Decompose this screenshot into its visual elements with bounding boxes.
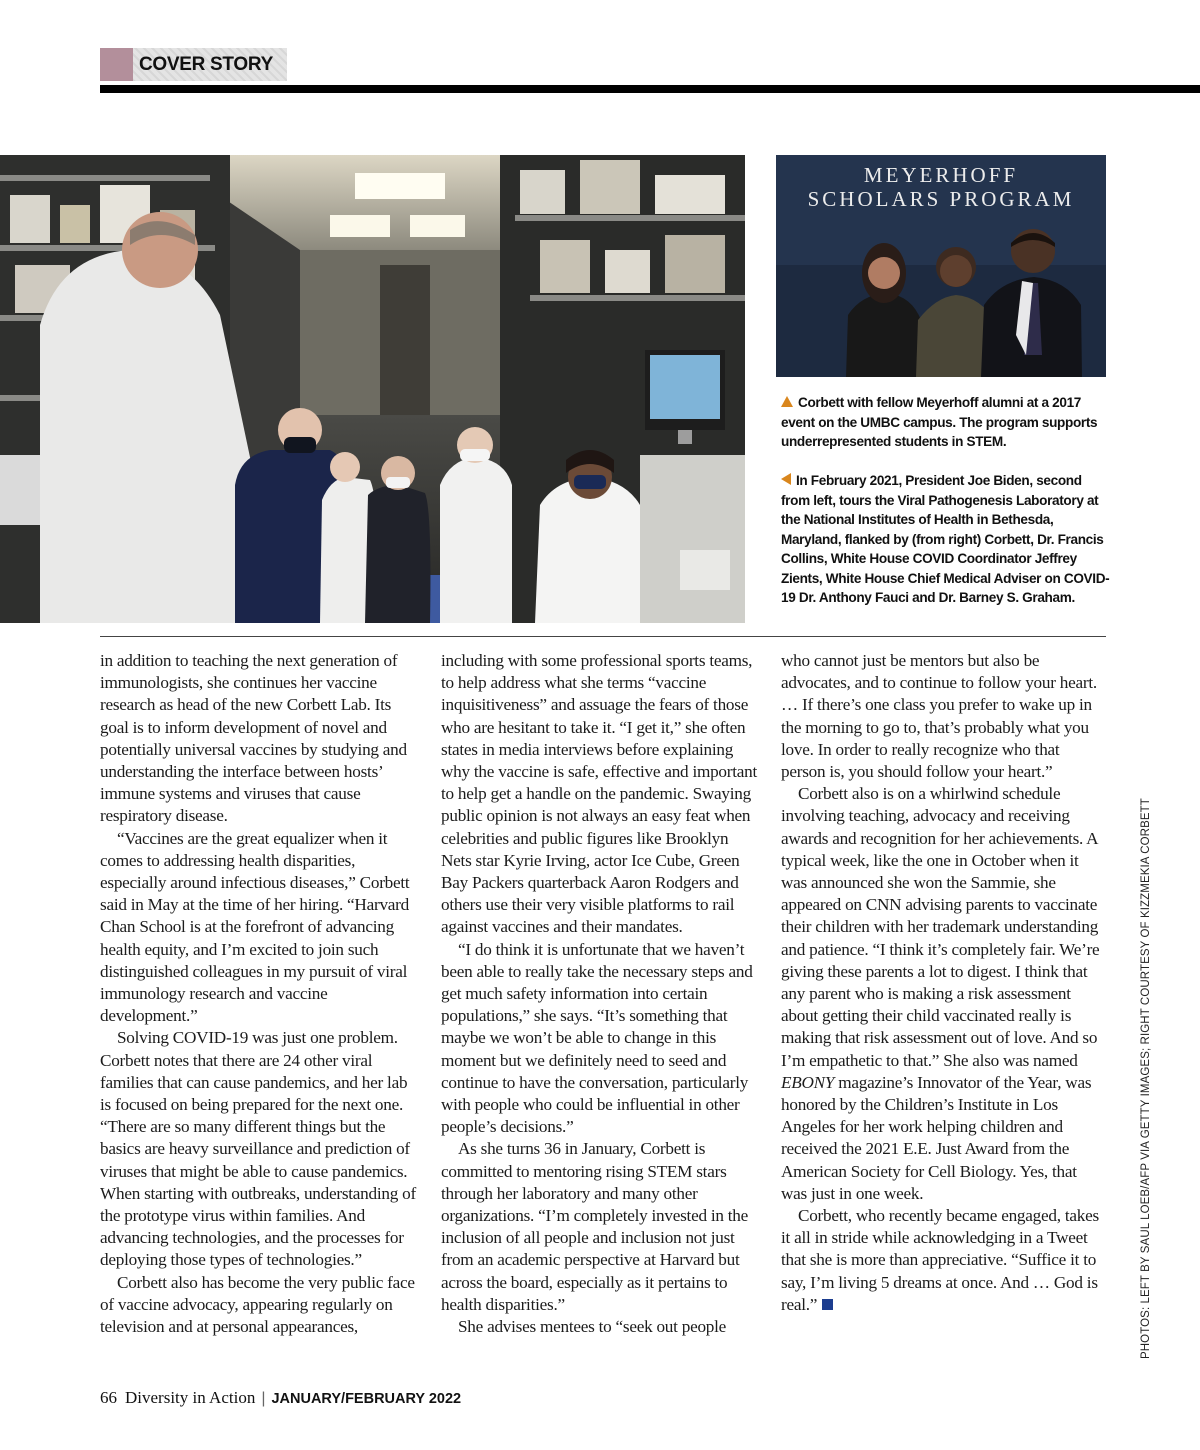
end-mark-icon [822, 1299, 833, 1310]
paragraph [781, 1205, 1106, 1316]
paragraph: who cannot just be mentors but also be advocates, and to continue to follow your heart. … If there’s one class you prefer to wake up in the morning to go to, that’s probably what you love. In order to really recognize who that person is, you should follow your heart.” [781, 651, 1097, 782]
section-label: COVER STORY [133, 48, 287, 81]
paragraph: Solving COVID-19 was just one problem. Corbett notes that there are 24 other viral families that can cause pandemics, and her lab is focused on being prepared for the next one. “There are so many different things but the basics are heavy surveillance and prediction of viruses that might be able to cause pandemics. When starting with outbreaks, understanding of the prototype virus within families. And advancing technologies, and the processes for deploying those types of technologies.” [100, 1028, 416, 1270]
photo-credit: PHOTOS: LEFT BY SAUL LOEB/AFP VIA GETTY IMAGES; RIGHT COURTESY OF KIZZMEKIA CORBETT [1140, 798, 1152, 1359]
lab-photo-illustration [0, 155, 745, 623]
up-arrow-icon [781, 396, 793, 407]
caption-meyerhoff [781, 393, 1111, 452]
paragraph-text: Corbett, who recently became engaged, takes it all in stride while acknowledging in a Tweet that she is more than appreciative. “Suffice it to say, I’m living 5 dreams at once. And … God is real.” [781, 1206, 1099, 1314]
meyerhoff-photo [776, 155, 1106, 377]
meyerhoff-sign-line-2: SCHOLARS PROGRAM [807, 187, 1075, 211]
paragraph: As she turns 36 in January, Corbett is committed to mentoring rising STEM stars through her laboratory and many other organizations. “I’m completely invested in the inclusion of all people and inclusion not just from an academic perspective at Harvard but across the board, especially as it pertains to health disparities.” [441, 1139, 749, 1314]
lab-photo [0, 155, 745, 623]
caption-lab [781, 471, 1111, 608]
article-column-3 [781, 650, 1106, 1316]
caption-lab-text: In February 2021, President Joe Biden, second from left, tours the Viral Pathogenesis Laboratory at the National Institutes of Health in Bethesda, Maryland, flanked by (from right) Corbett, Dr. Francis Collins, White House COVID Coordinator Jeffrey Zients, White House Chief Medical Adviser on COVID-19 Dr. Anthony Fauci and Dr. Barney S. Graham. [781, 473, 1110, 605]
issue-date: JANUARY/FEBRUARY 2022 [271, 1391, 462, 1407]
paragraph: in addition to teaching the next generation of immunologists, she continues her vaccine research as head of the new Corbett Lab. Its goal is to inform development of novel and potentially universal vaccines by studying and understanding the interface between hosts’ immune systems and viruses that cause respiratory disease. [100, 651, 407, 826]
paragraph: She advises mentees to “seek out people [458, 1317, 727, 1337]
meyerhoff-sign [776, 163, 1106, 211]
paragraph [781, 783, 1106, 1205]
article-column-2 [441, 650, 761, 1338]
magazine-name: EBONY [781, 1072, 835, 1092]
page-number: 66 [100, 1388, 117, 1407]
page-footer [100, 1388, 461, 1408]
paragraph-text: Corbett also is on a whirlwind schedule involving teaching, advocacy and receiving awards and recognition for her achievements. A typical week, like the one in October when it was announced she won the Sammie, she appeared on CNN advising parents to vaccinate their children with her trademark understanding and patience. “I think it’s completely fair. We’re giving these parents a lot to digest. I think that any parent who is making a risk assessment about getting their child vaccinated really is making that risk assessment out of love. And so I’m empathetic to that.” She also was named [781, 784, 1100, 1070]
left-arrow-icon [781, 473, 791, 485]
paragraph: “I do think it is unfortunate that we haven’t been able to really take the necessary steps and get much safety information into certain populations,” she says. “It’s something that maybe we won’t be able to change in this moment but we definitely need to seed and continue to have the conversation, particularly with people who could be influential in other people’s decisions.” [441, 939, 753, 1137]
paragraph: Corbett also has become the very public face of vaccine advocacy, appearing regularly on television and at personal appearances, [100, 1272, 415, 1337]
paragraph-text: magazine’s Innovator of the Year, was honored by the Children’s Institute in Los Angeles for her work helping children and received the 2021 E.E. Just Award from the American Society for Cell Biology. Yes, that was just in one week. [781, 1072, 1092, 1203]
body-rule [100, 636, 1106, 637]
caption-meyerhoff-text: Corbett with fellow Meyerhoff alumni at a 2017 event on the UMBC campus. The program supports underrepresented students in STEM. [781, 395, 1098, 449]
article-column-1 [100, 650, 418, 1338]
footer-separator: | [261, 1390, 266, 1407]
section-tag-swatch [100, 48, 133, 81]
section-tag [100, 48, 287, 81]
paragraph: “Vaccines are the great equalizer when it comes to addressing health disparities, especially around infectious diseases,” Corbett said in May at the time of her hiring. “Harvard Chan School is at the forefront of advancing health equity, and I’m excited to join such distinguished colleagues in my pursuit of viral immunology research and vaccine development.” [100, 828, 410, 1026]
paragraph: including with some professional sports teams, to help address what she terms “vaccine inquisitiveness” and assuage the fears of those who are hesitant to take it. “I get it,” she often states in media interviews before explaining why the vaccine is safe, effective and important to help get a handle on the pandemic. Swaying public opinion is not always an easy feat when celebrities and public figures like Brooklyn Nets star Kyrie Irving, actor Ice Cube, Green Bay Packers quarterback Aaron Rodgers and others use their very visible platforms to rail against vaccines and their mandates. [441, 651, 758, 937]
header-rule [100, 85, 1200, 93]
publication-name: Diversity in Action [125, 1388, 256, 1407]
meyerhoff-sign-line-1: MEYERHOFF [863, 163, 1019, 187]
